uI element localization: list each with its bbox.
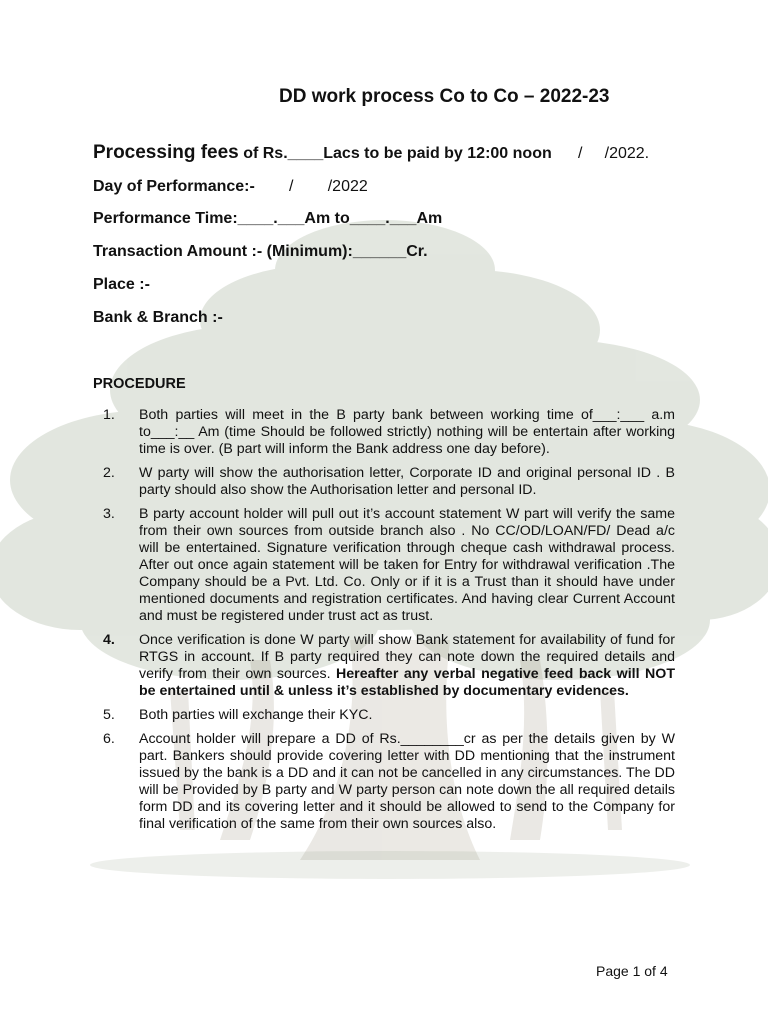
- processing-fees-year: /2022.: [604, 145, 650, 162]
- procedure-step: [103, 465, 675, 499]
- step-number: 3.: [103, 506, 115, 522]
- processing-fees-date: /: [577, 145, 583, 162]
- step-text: Both parties will exchange their KYC.: [139, 707, 373, 723]
- performance-time-line: Performance Time:____.___Am to____.___Am: [93, 210, 443, 227]
- procedure-step: [103, 407, 675, 458]
- step-number: 4.: [103, 632, 115, 648]
- step-text-emphasis: Hereafter any verbal negative feed back will NOT be entertained until & unless it’s established by documentary evidences.: [139, 666, 675, 699]
- procedure-steps: [103, 407, 675, 840]
- step-number: 2.: [103, 465, 115, 481]
- page-number: Page 1 of 4: [596, 963, 668, 979]
- bank-branch-line: Bank & Branch :-: [93, 309, 223, 326]
- procedure-step: [103, 707, 675, 724]
- procedure-step: [103, 632, 675, 700]
- step-number: 6.: [103, 731, 115, 747]
- processing-fees-amount: of Rs.____Lacs to be paid by 12:00 noon: [243, 145, 552, 162]
- step-text-container: [139, 632, 675, 700]
- day-of-performance-date: /: [289, 178, 294, 195]
- day-of-performance-line: [93, 178, 368, 196]
- step-text: Account holder will prepare a DD of Rs.________cr as per the details given by W part. Bankers should provide covering letter with DD mentioning that the instrument issued by the bank is a DD and it can not be cancelled in any circumstances. The DD will be Provided by B party and W party person can note down the all required details form DD and its covering letter and it should be allowed to send to the Company for final verification of the same from their own sources also.: [139, 731, 675, 832]
- procedure-step: [103, 506, 675, 625]
- procedure-step: [103, 731, 675, 833]
- place-line: Place :-: [93, 276, 150, 293]
- step-number: 5.: [103, 707, 115, 723]
- document-title: DD work process Co to Co – 2022-23: [279, 86, 610, 107]
- step-text: Once verification is done W party will show Bank statement for availability of fund for RTGS in account. If B party required they can note down the required details and verify from their own sources.: [139, 632, 675, 682]
- day-of-performance-label: Day of Performance:-: [93, 178, 255, 195]
- processing-fees-label: Processing fees: [93, 142, 239, 163]
- processing-fees-line: [93, 142, 649, 164]
- step-text: B party account holder will pull out it’s account statement W part will verify the same from their own sources from outside branch also . No CC/OD/LOAN/FD/ Dead a/c will be entertained. Signature verification through cheque cash withdrawal process. After out once again statement will be taken for Entry for withdrawal verification .The Company should be a Pvt. Ltd. Co. Only or if it is a Trust than it should have under mentioned documents and registration certificates. And having clear Current Account and must be registered under trust act as trust.: [139, 506, 675, 624]
- transaction-amount-line: Transaction Amount :- (Minimum):______Cr.: [93, 243, 428, 260]
- procedure-heading: PROCEDURE: [93, 376, 186, 392]
- step-text: Both parties will meet in the B party bank between working time of___:___ a.m to___:__ Am (time Should be followed strictly) nothing will be entertain after working time is over. (B part will inform the Bank address one day before).: [139, 407, 675, 457]
- step-text: W party will show the authorisation letter, Corporate ID and original personal ID . B party should also show the Authorisation letter and personal ID.: [139, 465, 675, 498]
- step-number: 1.: [103, 407, 115, 423]
- day-of-performance-year: /2022: [327, 178, 368, 195]
